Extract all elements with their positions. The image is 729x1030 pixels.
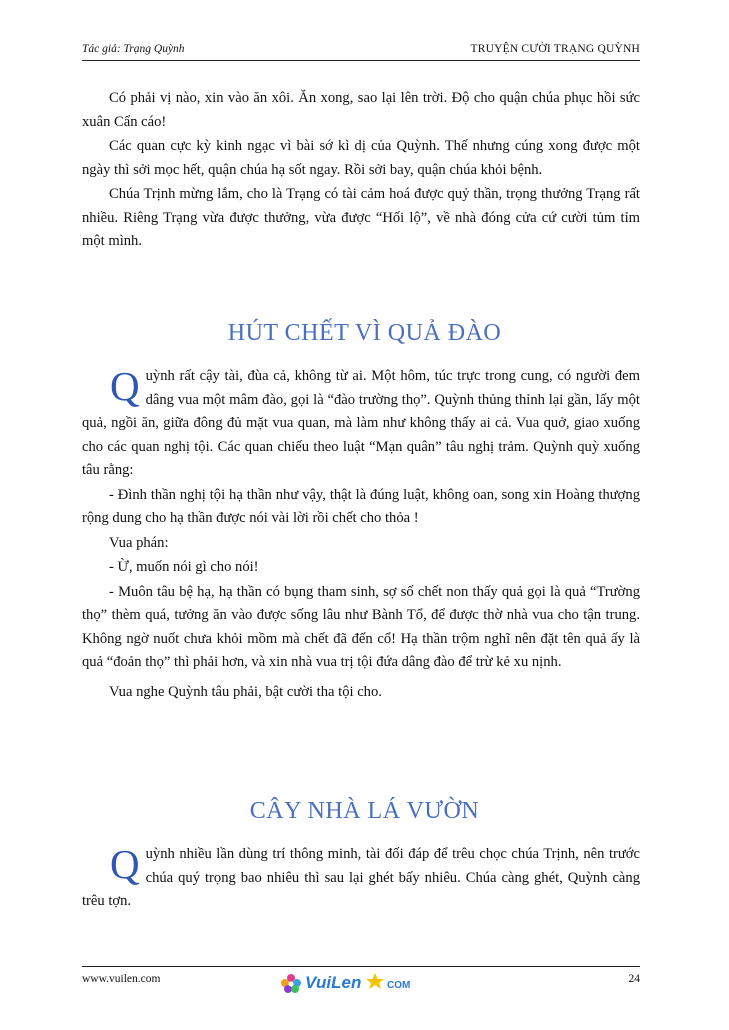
flower-icon [281,974,301,993]
page-footer [82,966,640,997]
intro-paragraph: Chúa Trịnh mừng lắm, cho là Trạng có tài cảm hoá được quỷ thần, trọng thưởng Trạng rất nhiều. Riêng Trạng vừa được thưởng, vừa được “Hối lộ”, về nhà đóng cửa cứ cười tủm tỉm một mình. [82,186,640,249]
footer-site-link[interactable]: www.vuilen.com [82,973,161,985]
intro-section [82,87,640,255]
story-paragraph: - Đình thần nghị tội hạ thần như vậy, thật là đúng luật, không oan, song xin Hoàng thượng rộng dung cho hạ thần được nói vài lời rồi chết cho thỏa ! [82,486,640,526]
page-header [82,40,640,61]
story-first-paragraph [82,365,640,483]
first-paragraph-text: uỳnh rất cậy tài, đùa cả, không từ ai. Một hôm, túc trực trong cung, có người đem dâng vua một mâm đào, gọi là “đào trường thọ”. Quỳnh thủng thỉnh lại gần, lấy một quả, ngồi ăn, giữa đông đủ mặt vua quan, mà làm như không thấy ai cả. Vua quở, giao xuống cho các quan nghị tội. Các quan chiếu theo luật “Mạn quân” tâu nghị trảm. Quỳnh quỳ xuống tâu rằng: [82,368,640,478]
logo-text: VuiLen [305,973,362,992]
page-number: 24 [628,973,640,985]
logo-suffix: COM [387,980,411,991]
intro-paragraph: Có phải vị nào, xin vào ăn xôi. Ăn xong, sao lại lên trời. Độ cho quận chúa phục hồi sức xuân Cẩn cáo! [82,90,640,130]
first-paragraph-text: uỳnh nhiều lần dùng trí thông minh, tài đối đáp để trêu chọc chúa Trịnh, nên trước chúa quý trọng bao nhiêu thì sau lại ghét bấy nhiêu. Chúa càng ghét, Quỳnh càng trêu tợn. [82,846,640,909]
story-paragraph: - Muôn tâu bệ hạ, hạ thần có bụng tham sinh, sợ số chết non thấy quả gọi là quả “Trường thọ” thèm quá, tưởng ăn vào được sống lâu như Bành Tổ, để được thờ nhà vua cho tận trung. Không ngờ nuốt chưa khỏi mồm mà chết đã đến cổ! Hạ thần trộm nghĩ nên đặt tên quả ấy là quả “đoản thọ” thì phải hơn, và xin nhà vua trị tội đứa dâng đào để trừ kẻ xu nịnh. [82,583,640,670]
story-paragraph: Vua nghe Quỳnh tâu phải, bật cười tha tội cho. [109,683,382,700]
story1-section [82,365,640,705]
story-paragraph: Vua phán: [109,534,169,551]
star-icon [366,973,384,989]
story-title: HÚT CHẾT VÌ QUẢ ĐÀO [227,320,502,346]
header-author: Tác giả: Trạng Quỳnh [82,43,185,55]
vuilen-logo [279,970,469,994]
intro-paragraph: Các quan cực kỳ kinh ngạc vì bài sớ kì dị của Quỳnh. Thế nhưng cúng xong được một ngày thì sởi mọc hết, quận chúa hạ sốt ngay. Rồi sởi bay, quận chúa khỏi bệnh. [82,138,640,178]
story-title: CÂY NHÀ LÁ VƯỜN [249,798,480,824]
story2-section [82,843,640,915]
header-book-title: TRUYỆN CƯỜI TRẠNG QUỲNH [470,43,640,55]
drop-cap: Q [110,363,140,409]
story-paragraph: - Ừ, muốn nói gì cho nói! [109,559,259,575]
story-first-paragraph [82,843,640,914]
drop-cap: Q [110,841,140,887]
